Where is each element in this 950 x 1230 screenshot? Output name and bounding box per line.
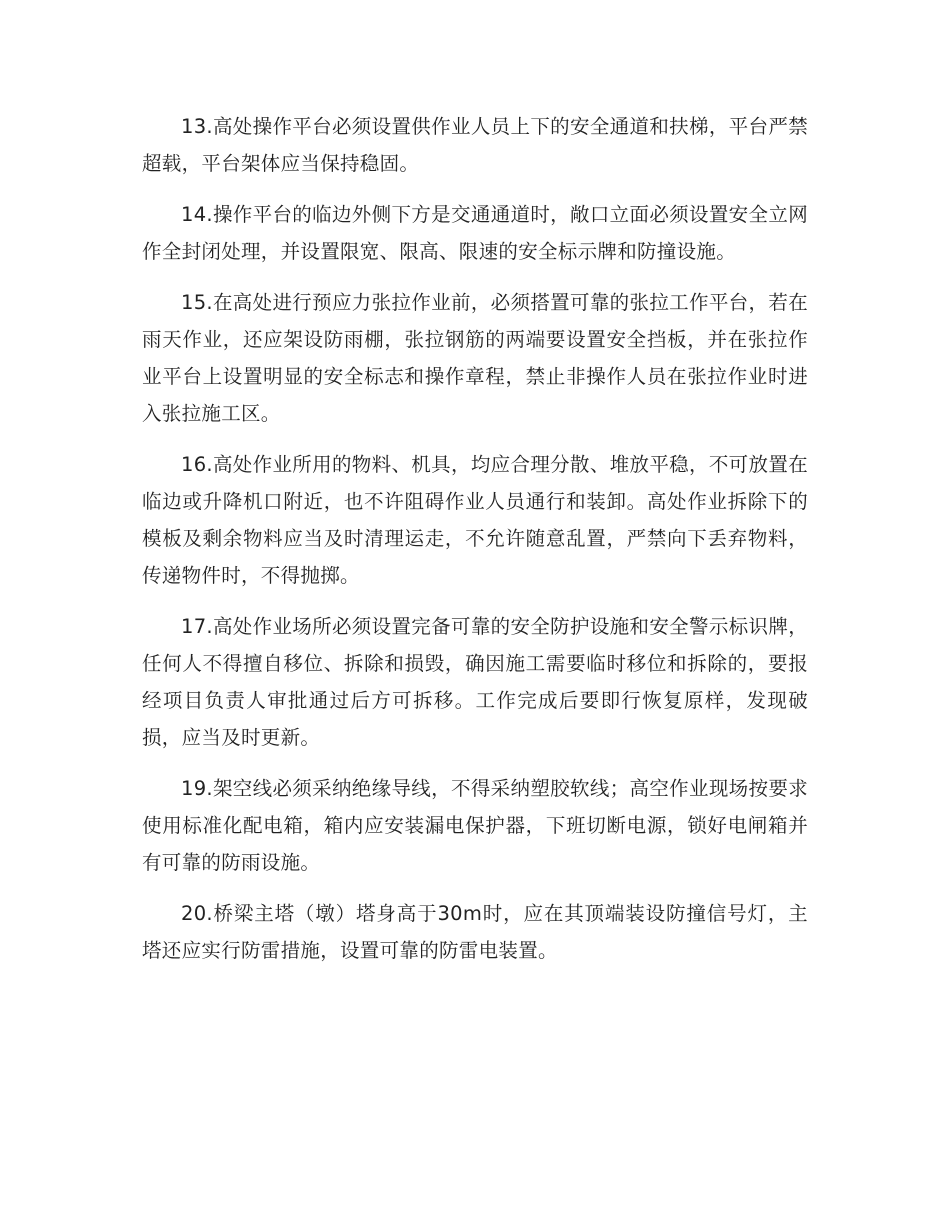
paragraph-13: 13.高处操作平台必须设置供作业人员上下的安全通道和扶梯，平台严禁超载，平台架体应当保持稳固。 (142, 115, 808, 175)
paragraph-20: 20.桥梁主塔（墩）塔身高于30m时，应在其顶端装设防撞信号灯，主塔还应实行防雷措施，设置可靠的防雷电装置。 (142, 902, 808, 962)
paragraph-19: 19.架空线必须采纳绝缘导线，不得采纳塑胶软线；高空作业现场按要求使用标准化配电箱，箱内应安装漏电保护器，下班切断电源，锁好电闸箱并有可靠的防雨设施。 (142, 777, 808, 874)
document-body (142, 108, 808, 983)
paragraph-14: 14.操作平台的临边外侧下方是交通通道时，敞口立面必须设置安全立网作全封闭处理，并设置限宽、限高、限速的安全标示牌和防撞设施。 (142, 203, 808, 263)
paragraph-17: 17.高处作业场所必须设置完备可靠的安全防护设施和安全警示标识牌，任何人不得擅自移位、拆除和损毁，确因施工需要临时移位和拆除的，要报经项目负责人审批通过后方可拆移。工作完成后要即行恢复原样，发现破损，应当及时更新。 (142, 615, 808, 749)
paragraph-16: 16.高处作业所用的物料、机具，均应合理分散、堆放平稳，不可放置在临边或升降机口附近，也不许阻碍作业人员通行和装卸。高处作业拆除下的模板及剩余物料应当及时清理运走，不允许随意乱置，严禁向下丢弃物料，传递物件时，不得抛掷。 (142, 453, 808, 587)
paragraph-15: 15.在高处进行预应力张拉作业前，必须搭置可靠的张拉工作平台，若在雨天作业，还应架设防雨棚，张拉钢筋的两端要设置安全挡板，并在张拉作业平台上设置明显的安全标志和操作章程，禁止非操作人员在张拉作业时进入张拉施工区。 (142, 291, 808, 425)
